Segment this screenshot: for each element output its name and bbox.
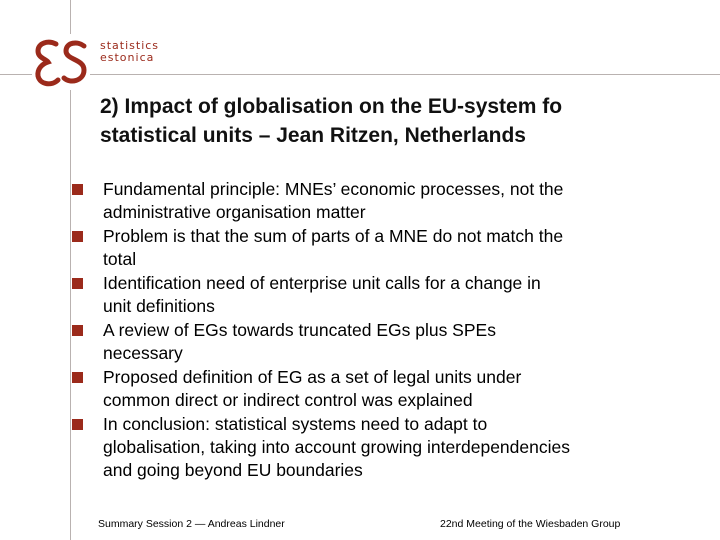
bullet-text-line: necessary bbox=[103, 343, 183, 363]
bullet-text-line: administrative organisation matter bbox=[103, 202, 366, 222]
bullet-list bbox=[70, 178, 710, 483]
es-logo-icon bbox=[32, 34, 90, 90]
bullet-text-line: common direct or indirect control was explained bbox=[103, 390, 473, 410]
bullet-text-line: Identification need of enterprise unit calls for a change in bbox=[103, 273, 541, 293]
bullet-text-line: globalisation, taking into account growing interdependencies bbox=[103, 437, 570, 457]
square-bullet-icon bbox=[72, 372, 83, 383]
bullet-item bbox=[70, 225, 710, 271]
bullet-item bbox=[70, 178, 710, 224]
bullet-text-line: Proposed definition of EG as a set of legal units under bbox=[103, 367, 522, 387]
bullet-text-line: Fundamental principle: MNEs’ economic processes, not the bbox=[103, 179, 564, 199]
bullet-text-line: A review of EGs towards truncated EGs plus SPEs bbox=[103, 320, 496, 340]
footer-session-credit: Summary Session 2 — Andreas Lindner bbox=[98, 518, 285, 530]
bullet-text-line: and going beyond EU boundaries bbox=[103, 460, 363, 480]
bullet-text-line: Problem is that the sum of parts of a MNE do not match the bbox=[103, 226, 564, 246]
bullet-item bbox=[70, 272, 710, 318]
bullet-item bbox=[70, 319, 710, 365]
logo-line-estonica: estonica bbox=[100, 51, 155, 64]
logo-line-statistics: statistics bbox=[100, 39, 160, 52]
slide-title bbox=[100, 92, 700, 150]
square-bullet-icon bbox=[72, 325, 83, 336]
square-bullet-icon bbox=[72, 231, 83, 242]
square-bullet-icon bbox=[72, 419, 83, 430]
bullet-text-line: In conclusion: statistical systems need to adapt to bbox=[103, 414, 488, 434]
square-bullet-icon bbox=[72, 278, 83, 289]
logo-wordmark bbox=[100, 40, 159, 64]
bullet-item bbox=[70, 413, 710, 482]
footer-meeting-name: 22nd Meeting of the Wiesbaden Group bbox=[440, 518, 621, 530]
header-divider-line bbox=[0, 74, 720, 75]
bullet-text-line: unit definitions bbox=[103, 296, 215, 316]
bullet-item bbox=[70, 366, 710, 412]
bullet-text-line: total bbox=[103, 249, 137, 269]
square-bullet-icon bbox=[72, 184, 83, 195]
title-line-1: 2) Impact of globalisation on the EU-system fo bbox=[100, 95, 563, 118]
title-line-2: statistical units – Jean Ritzen, Netherlands bbox=[100, 124, 526, 147]
